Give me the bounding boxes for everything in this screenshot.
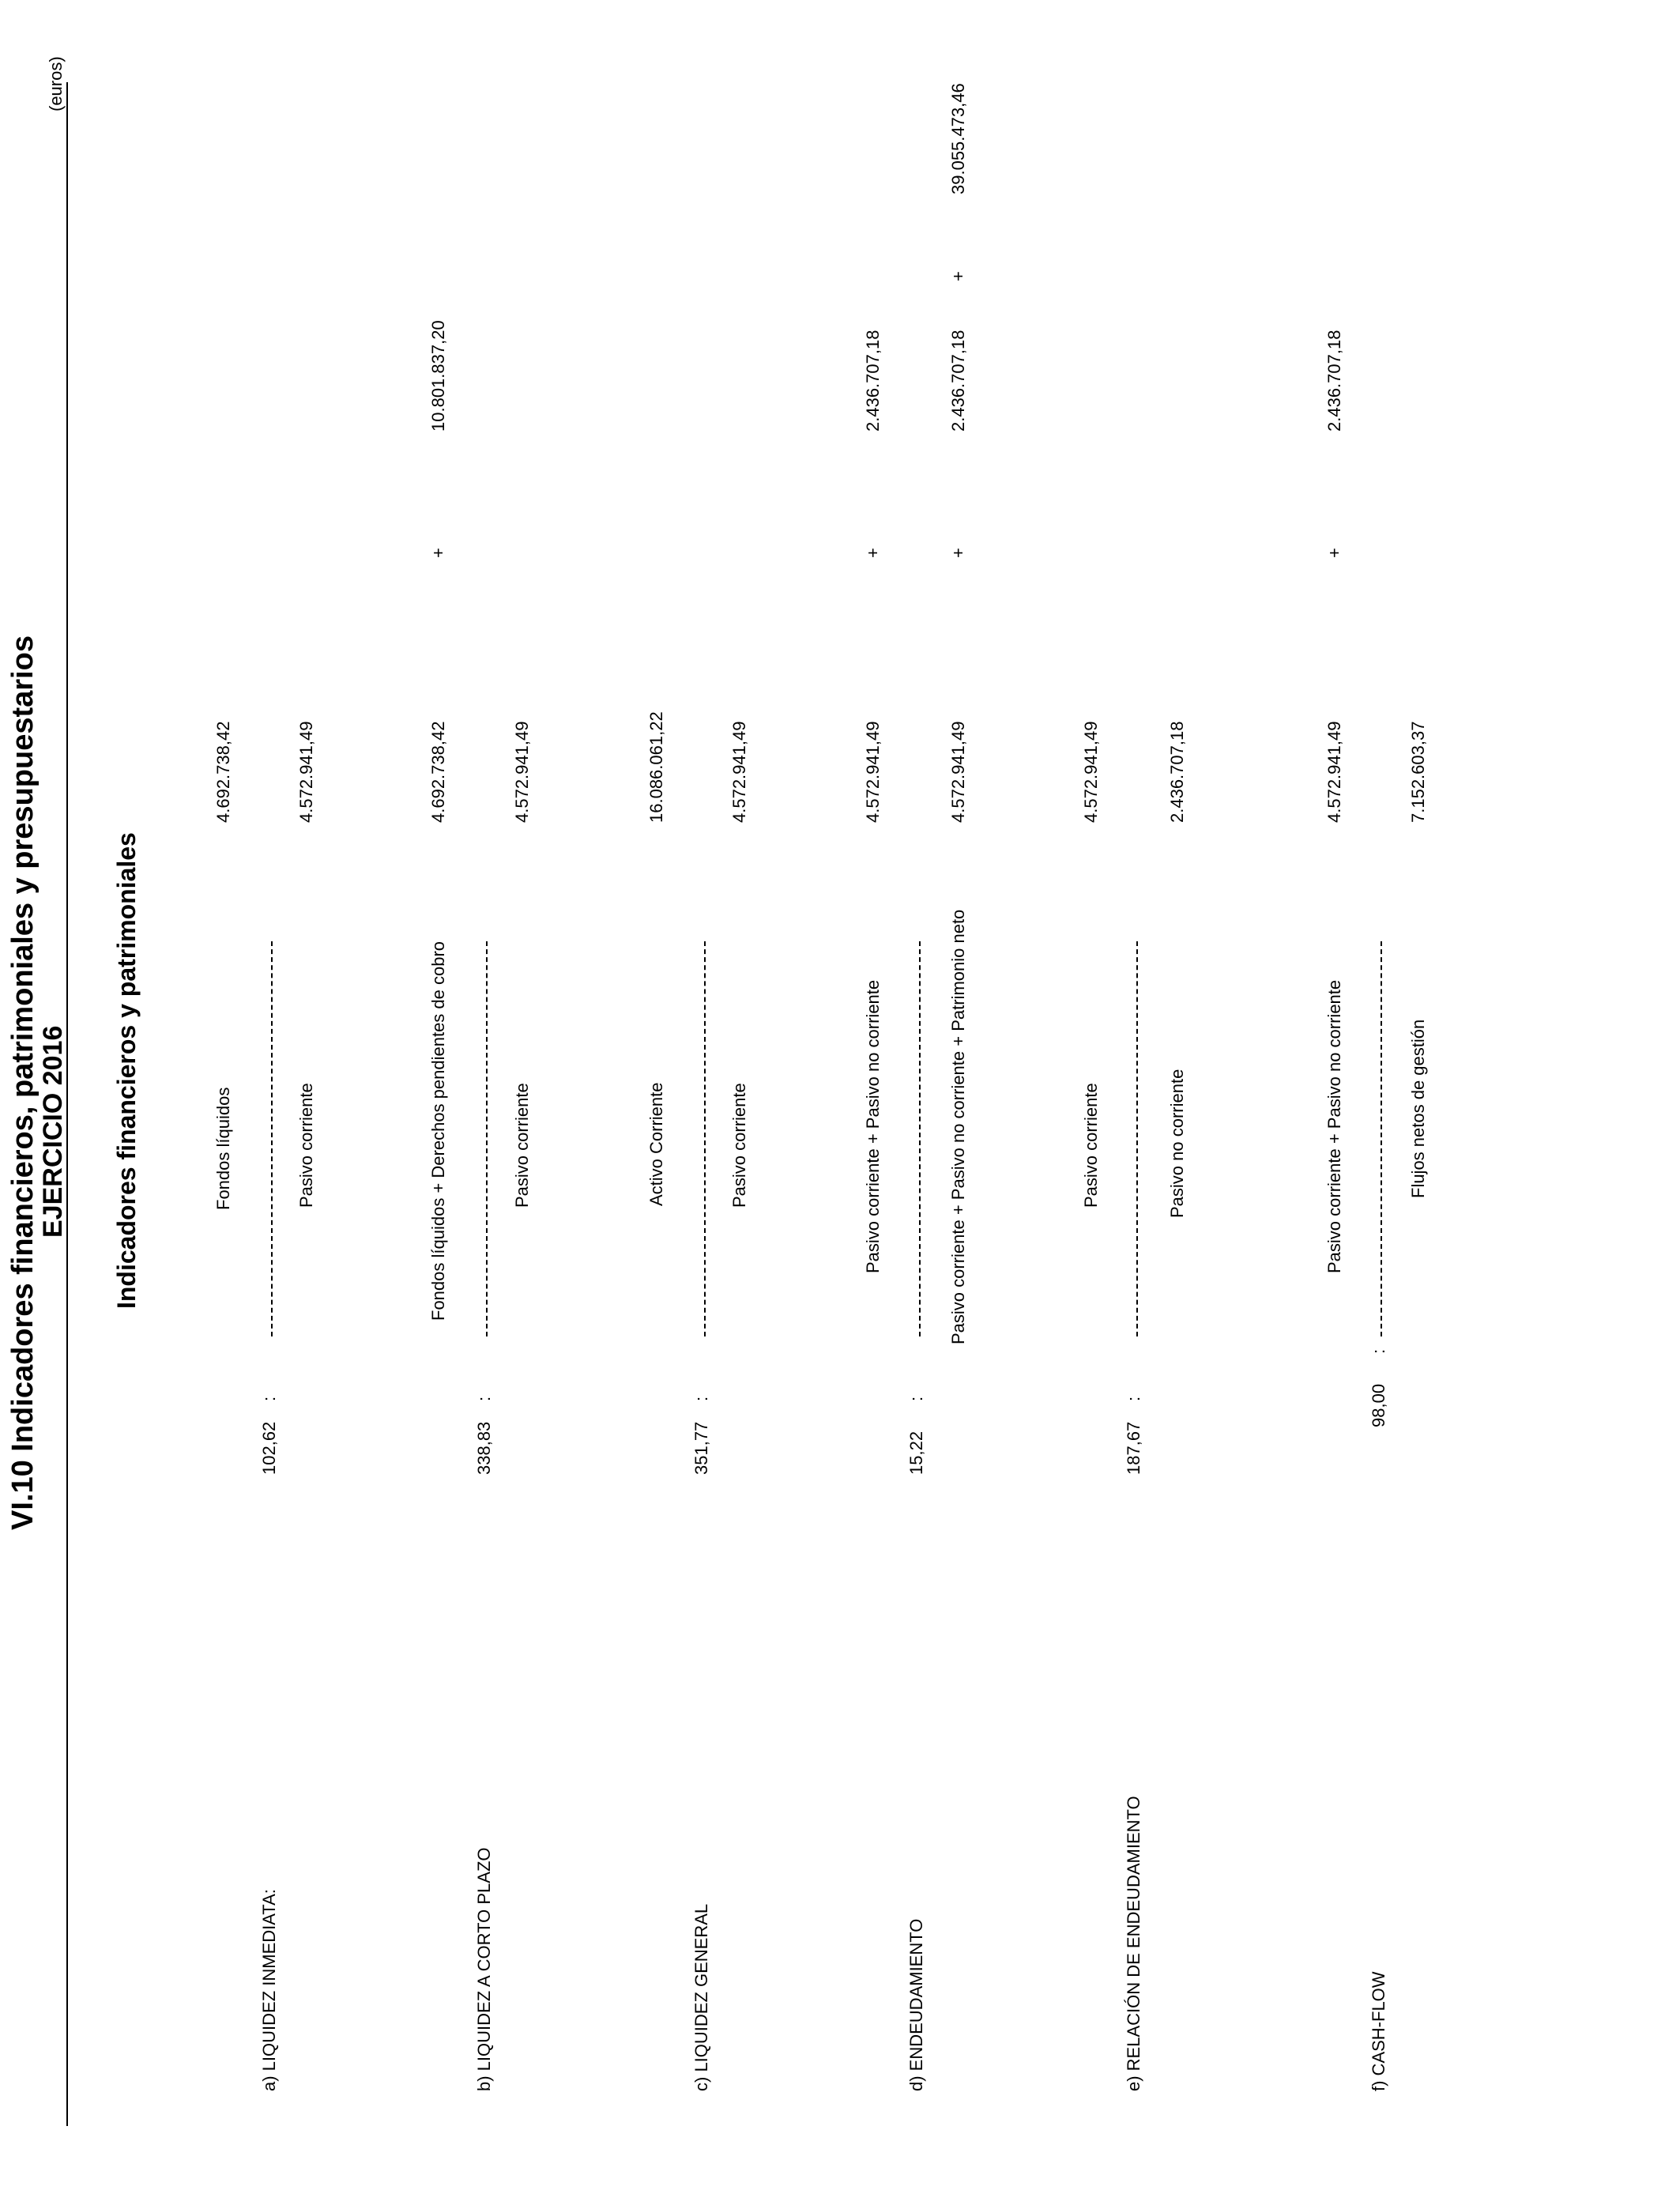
indicator-b-numerator-amount-2: 10.801.837,20: [428, 320, 448, 432]
indicator-b-value: 338,83: [474, 1421, 494, 1475]
indicator-c-denominator: Pasivo corriente: [729, 1083, 749, 1208]
indicator-d-denominator-plus-1: +: [948, 548, 968, 558]
indicator-e-value: 187,67: [1124, 1421, 1143, 1475]
indicator-e-denominator: Pasivo no corriente: [1167, 1069, 1187, 1218]
indicator-b-numerator-amount-1: 4.692.738,42: [428, 721, 448, 823]
indicator-d-denominator-amount-2: 2.436.707,18: [948, 330, 968, 432]
indicator-c-numerator-amount: 16.086.061,22: [646, 711, 666, 823]
indicator-f-label: f) CASH-FLOW: [1369, 1971, 1388, 2091]
indicator-d-denominator: Pasivo corriente + Pasivo no corriente + Patrimonio neto: [948, 909, 968, 1344]
indicator-a-denominator-amount: 4.572.941,49: [296, 721, 316, 823]
indicator-b-label: b) LIQUIDEZ A CORTO PLAZO: [474, 1847, 494, 2091]
indicator-b-numerator-plus: +: [428, 548, 448, 558]
indicator-d-numerator-amount-1: 4.572.941,49: [863, 721, 883, 823]
indicator-a-label: a) LIQUIDEZ INMEDIATA:: [259, 1889, 279, 2091]
indicator-d-numerator-plus: +: [863, 548, 883, 558]
indicator-a-numerator-amount: 4.692.738,42: [213, 721, 233, 823]
indicator-f-numerator-amount-2: 2.436.707,18: [1324, 330, 1344, 432]
indicator-a-fraction-line: [271, 941, 273, 1336]
indicator-e-separator: :: [1124, 1396, 1143, 1401]
indicator-a-separator: :: [259, 1396, 279, 1401]
indicator-d-denominator-amount-1: 4.572.941,49: [948, 721, 968, 823]
indicator-e-numerator-amount: 4.572.941,49: [1081, 721, 1101, 823]
page-subtitle: EJERCICIO 2016: [38, 1025, 68, 1238]
indicator-d-separator: :: [906, 1396, 926, 1401]
indicator-d-label: d) ENDEUDAMIENTO: [906, 1918, 926, 2091]
page-title: VI.10 Indicadores financieros, patrimoniales y presupuestarios: [6, 635, 40, 1530]
indicator-f-separator: :: [1369, 1348, 1388, 1354]
indicator-f-fraction-line: [1381, 941, 1382, 1336]
indicator-f-denominator-amount: 7.152.603,37: [1408, 721, 1428, 823]
indicator-b-separator: :: [474, 1396, 494, 1401]
indicator-e-numerator: Pasivo corriente: [1081, 1083, 1101, 1208]
indicator-b-fraction-line: [486, 941, 488, 1336]
indicator-f-numerator: Pasivo corriente + Pasivo no corriente: [1324, 979, 1344, 1273]
indicator-f-numerator-amount-1: 4.572.941,49: [1324, 721, 1344, 823]
indicator-c-label: c) LIQUIDEZ GENERAL: [691, 1903, 711, 2091]
indicator-e-label: e) RELACIÓN DE ENDEUDAMIENTO: [1124, 1796, 1143, 2091]
indicator-a-value: 102,62: [259, 1421, 279, 1475]
indicator-e-fraction-line: [1136, 941, 1138, 1336]
indicator-c-denominator-amount: 4.572.941,49: [729, 721, 749, 823]
indicator-b-denominator: Pasivo corriente: [512, 1083, 532, 1208]
header-rule: [66, 82, 68, 2126]
indicator-d-numerator: Pasivo corriente + Pasivo no corriente: [863, 979, 883, 1273]
indicator-f-denominator: Flujos netos de gestión: [1408, 1019, 1428, 1198]
indicator-b-numerator: Fondos líquidos + Derechos pendientes de cobro: [428, 941, 448, 1321]
indicator-f-value: 98,00: [1369, 1383, 1388, 1427]
indicator-c-value: 351,77: [691, 1421, 711, 1475]
indicator-c-numerator: Activo Corriente: [646, 1082, 666, 1206]
indicator-c-fraction-line: [704, 941, 706, 1336]
indicator-c-separator: :: [691, 1396, 711, 1401]
indicator-d-fraction-line: [919, 941, 921, 1336]
indicator-d-denominator-plus-2: +: [948, 271, 968, 281]
indicator-b-denominator-amount: 4.572.941,49: [512, 721, 532, 823]
indicator-e-denominator-amount: 2.436.707,18: [1167, 721, 1187, 823]
indicator-a-denominator: Pasivo corriente: [296, 1083, 316, 1208]
indicator-d-value: 15,22: [906, 1431, 926, 1475]
indicator-f-numerator-plus: +: [1324, 548, 1344, 558]
section-title: Indicadores financieros y patrimoniales: [112, 832, 141, 1309]
indicator-d-denominator-amount-3: 39.055.473,46: [948, 83, 968, 194]
unit-label: (euros): [46, 56, 66, 111]
indicator-a-numerator: Fondos líquidos: [213, 1087, 233, 1210]
indicator-d-numerator-amount-2: 2.436.707,18: [863, 330, 883, 432]
